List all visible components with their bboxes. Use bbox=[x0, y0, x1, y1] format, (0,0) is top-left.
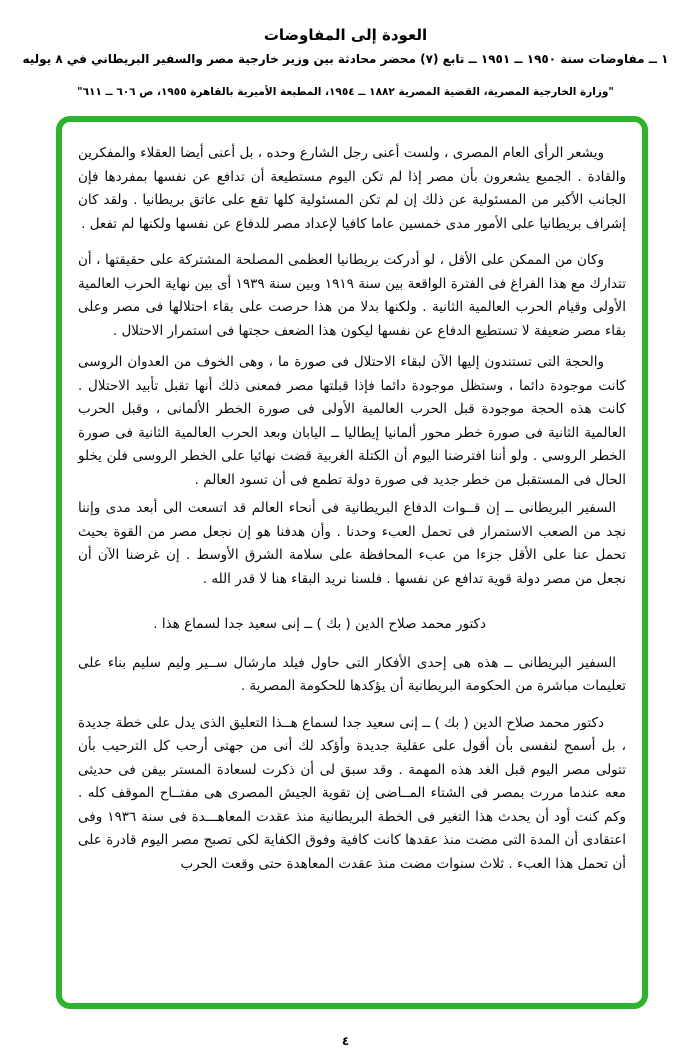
paragraph-occupation-pretext: والحجة التى تستندون إليها الآن لبقاء الاحتلال فى صورة ما ، وهى الخوف من العدوان الروسى كانت موجودة دائما ، وستظل موجودة دائما فإذا قبلتها مصر فمعنى ذلك أنها تقبل تأبيد الاحتلال . كانت هذه الحجة موجودة قبل الحرب العالمية الأولى فى صورة الخطر الألمانى ، وقبل الحرب العالمية الثانية فى صورة خطر محور ألمانيا إيطاليا ــ اليابان وبعد الحرب العالمية الثانية فى صورة الخطر الروسى . ولو أننا افترضنا اليوم أن الكتلة الغربية قضت نهائيا على الخطر الروسى فلن يخلو الحال فى المستقبل من خطر جديد فى صورة دولة تطمع فى أن تسود العالم . bbox=[78, 354, 626, 488]
paragraph-british-ambassador-defense: السفير البريطانى ــ إن قــوات الدفاع البريطانية فى أنحاء العالم قد اتسعت الى أبعد مدى وإننا نجد من الصعب الاستمرار فى تحمل العبء وحدنا . وأن هدفنا هو إن نجعل مصر من القوة بحيث تحمل عنا على الأقل جزءا من عبء المحافظة على سلامة الشرق الأوسط . إن غرضنا الآن أن نجعل من مصر دولة قوية تدافع عن نفسها . فلسنا نريد البقاء هنا لا قدر الله . bbox=[78, 500, 626, 587]
page-number: ٤ bbox=[341, 1034, 350, 1048]
paragraph-salah-eldin-comment: دكتور محمد صلاح الدين ( بك ) ــ إنى سعيد جدا لسماع هــذا التعليق الذى يدل على خطة جديدة ، بل أسمح لنفسى بأن أقول على عقلية جديدة وأؤكد لك أنى من جهتى أرحب كل الترحيب بأن تتولى مصر اليوم قبل الغد هذه المهمة . وقد سبق لى أن ذكرت لسعادة المستر بيفن فى حديثى معه عندما مررت بمصر فى الشتاء المــاضى إن تقوية الجيش المصرى هى مفتــاح الموقف كله . وكم كنت أود أن يحدث هذا التغير فى الخطة البريطانية منذ عقدت المعاهـــدة فى سنة ١٩٣٦ وفى اعتقادى أن المدة التى مضت منذ عقدها كانت كافية وفوق الكفاية لكى تصبح مصر اليوم قادرة على أن تحمل هذا العبء . ثلاث سنوات مضت منذ عقدت المعاهدة حتى وقعت الحرب bbox=[77, 714, 626, 872]
paragraph-salah-eldin-reply: دكتور محمد صلاح الدين ( بك ) ــ إنى سعيد جدا لسماع هذا . bbox=[153, 616, 486, 632]
paragraph-british-ambassador-slim: السفير البريطانى ــ هذه هى إحدى الأفكار التى حاول فيلد مارشال ســير وليم سليم بناء على تعليمات مباشرة من الحكومة البريطانية أن يؤكدها للحكومة المصرية . bbox=[78, 654, 626, 694]
page-title: العودة إلى المفاوضات bbox=[263, 26, 428, 44]
source-citation: "وزارة الخارجية المصرية، القضية المصرية ١٨٨٢ ــ ١٩٥٤، المطبعة الأميرية بالقاهرة ١٩٥٥، ص ٦٠٦ ــ ٦١١" bbox=[77, 86, 614, 98]
paragraph-egyptian-public-opinion: ويشعر الرأى العام المصرى ، ولست أعنى رجل الشارع وحده ، بل أعنى أيضا العقلاء والمفكرين والقادة . الجميع يشعرون بأن مصر إذا لم تكن اليوم مستطيعة أن تدافع عن نفسها بمفردها فإن الجانب الأكبر من المسئولية عن ذلك إن لم تكن المسئولية كلها تقع على عاتق بريطانيا . ولقد كان إشراف بريطانيا على الأمور مدى خمسين عاما كافيا لإعداد مصر للدفاع عن نفسها ولكنها لم تفعل . bbox=[78, 145, 626, 232]
paragraph-britain-missed-chance: وكان من الممكن على الأقل ، لو أدركت بريطانيا العظمى المصلحة المشتركة على حقيقتها ، أن تتدارك مع هذا الفراغ فى الفترة الواقعة بين سنة ١٩١٩ وبين سنة ١٩٣٩ أى بين نهاية الحرب العالمية الأولى وقيام الحرب العالمية الثانية . ولكنها بدلا من هذا حرصت على بقاء احتلالها فى مصر وعلى بقاء مصر ضعيفة لا تستطيع الدفاع عن نفسها ليكون هذا الضعف حجتها فى استمرار الاحتلال . bbox=[78, 252, 626, 339]
document-heading-line: ١ ــ مفاوضات سنة ١٩٥٠ ــ ١٩٥١ ــ تابع (٧) محضر محادثة بين وزير خارجية مصر والسفير البريطاني في ٨ يوليه bbox=[22, 52, 669, 66]
highlighted-text-box bbox=[56, 116, 648, 1009]
